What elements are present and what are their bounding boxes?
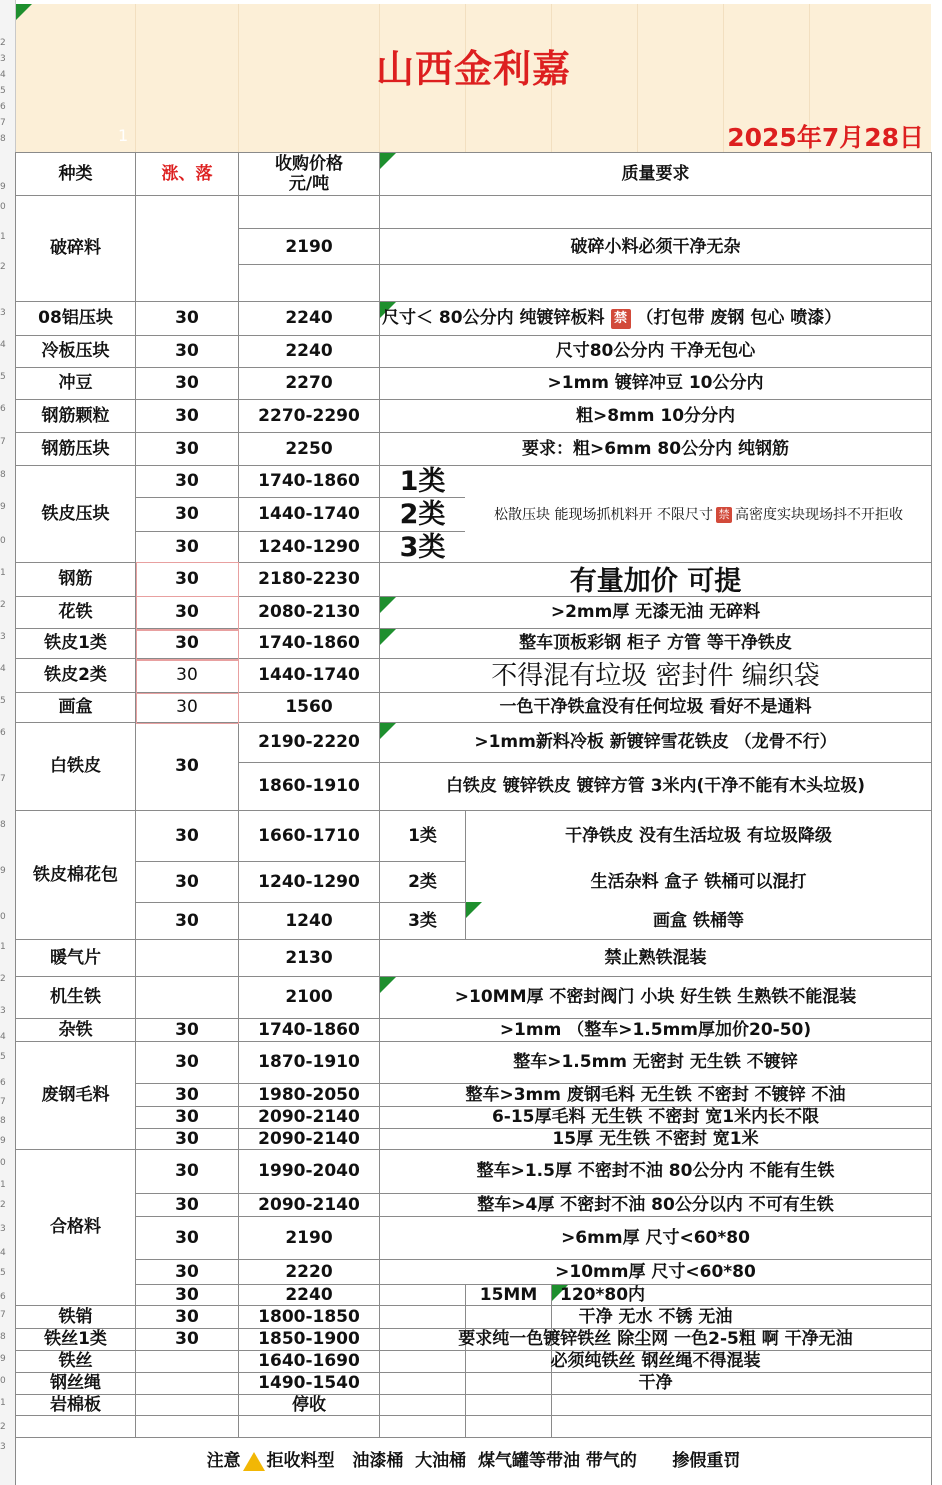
row-requirement: 尺寸80公分内 干净无包心 xyxy=(555,341,756,361)
row-change: 30 xyxy=(175,1261,199,1282)
row-number: 9 xyxy=(0,1354,6,1364)
row-number: 3 xyxy=(0,54,6,64)
row-change: 30 xyxy=(175,569,199,589)
row-price: 1860-1910 xyxy=(258,776,360,796)
row-requirement: 不得混有垃圾 密封件 编织袋 xyxy=(491,660,820,691)
row-number: 8 xyxy=(0,1116,6,1126)
row-change: 30 xyxy=(175,373,199,393)
row-kind: 合格料 xyxy=(50,1217,101,1237)
row-number: 4 xyxy=(0,340,6,350)
col-header-change: 涨、落 xyxy=(161,163,213,184)
row-change: 30 xyxy=(175,825,199,846)
row-change: 30 xyxy=(175,1161,199,1181)
row-number: 5 xyxy=(0,372,6,382)
warning-icon xyxy=(243,1452,265,1471)
row-price: 2220 xyxy=(285,1261,333,1282)
row-number: 3 xyxy=(0,1224,6,1234)
row-number: 1 xyxy=(0,232,6,242)
row-number: 3 xyxy=(0,308,6,318)
row-requirement: >10MM厚 不密封阀门 小块 好生铁 生熟铁不能混装 xyxy=(454,987,857,1007)
row-price: 2240 xyxy=(285,341,333,361)
row-number: 8 xyxy=(0,1332,6,1342)
col-header-price-line1: 收购价格 xyxy=(275,154,343,174)
row-change: 30 xyxy=(175,1107,199,1127)
row-price: 2270 xyxy=(285,373,333,393)
grid-line xyxy=(16,195,931,196)
row-number: 6 xyxy=(0,728,6,738)
row-number: 2 xyxy=(0,1422,6,1432)
row-number: 2 xyxy=(0,600,6,610)
row-price: 1980-2050 xyxy=(258,1084,360,1105)
row-price: 1640-1690 xyxy=(258,1351,360,1371)
row-change: 30 xyxy=(175,633,199,653)
row-requirement: 120*80内 xyxy=(560,1284,646,1305)
row-requirement: 6-15厚毛料 无生铁 不密封 宽1米内长不限 xyxy=(491,1107,820,1127)
row-requirement: 破碎小料必须干净无杂 xyxy=(570,236,741,257)
footer-label: 注意 xyxy=(206,1450,241,1471)
row-kind: 铁丝 xyxy=(58,1351,93,1371)
row-change: 30 xyxy=(175,1329,199,1349)
row-price: 2080-2130 xyxy=(258,602,360,622)
row-price: 1740-1860 xyxy=(258,1019,360,1040)
row-class: 1类 xyxy=(399,466,446,497)
row-number: 0 xyxy=(0,202,6,212)
row-number: 1 xyxy=(0,942,6,952)
row-price: 2190-2220 xyxy=(258,732,360,752)
row-kind: 铁皮1类 xyxy=(44,633,107,653)
row-number: 4 xyxy=(0,70,6,80)
row-class: 3类 xyxy=(408,910,437,931)
row-kind: 钢筋颗粒 xyxy=(41,405,110,426)
col-header-price-line2: 元/吨 xyxy=(288,174,330,194)
row-change: 30 xyxy=(175,471,199,491)
row-number: 2 xyxy=(0,38,6,48)
row-number: 3 xyxy=(0,1006,6,1016)
row-kind: 花铁 xyxy=(58,602,93,622)
row-kind: 冷板压块 xyxy=(41,341,110,361)
row-requirement: 要求纯一色镀锌铁丝 除尘网 一色2-5粗 啊 干净无油 xyxy=(458,1329,853,1349)
row-number: 2 xyxy=(0,974,6,984)
row-price: 1740-1860 xyxy=(258,471,360,491)
row-price: 1850-1900 xyxy=(258,1329,360,1349)
row-number: 4 xyxy=(0,1248,6,1258)
row-requirement: 一色干净铁盒没有任何垃圾 看好不是通料 xyxy=(499,697,812,717)
row-requirement: 粗>8mm 10分分内 xyxy=(575,405,736,426)
row-price: 1560 xyxy=(285,697,333,717)
row-number: 1 xyxy=(0,568,6,578)
row-number: 7 xyxy=(0,118,6,128)
row-number: 9 xyxy=(0,1136,6,1146)
row-change: 30 xyxy=(175,1284,199,1305)
row-change: 30 xyxy=(176,697,198,717)
row-price: 2240 xyxy=(285,308,333,328)
row-requirement: 15MM xyxy=(479,1284,538,1305)
row-kind: 铁丝1类 xyxy=(44,1329,107,1349)
row-price: 2270-2290 xyxy=(258,405,360,426)
row-change: 30 xyxy=(175,602,199,622)
row-kind: 破碎料 xyxy=(50,238,101,258)
row-number: 2 xyxy=(0,1200,6,1210)
requirement-text: 尺寸＜ 80公分内 纯镀锌板料 xyxy=(382,308,605,328)
row-change: 30 xyxy=(175,756,199,776)
row-price: 1870-1910 xyxy=(258,1052,360,1072)
row-number: 3 xyxy=(0,1442,6,1452)
row-change: 30 xyxy=(175,341,199,361)
row-kind: 暖气片 xyxy=(50,947,101,968)
row-requirement: >1mm 镀锌冲豆 10公分内 xyxy=(547,373,764,393)
header-mark: 1 xyxy=(118,126,129,145)
row-class: 2类 xyxy=(408,871,437,892)
row-price: 2130 xyxy=(285,947,333,968)
row-number: 3 xyxy=(0,632,6,642)
row-requirement: 整车>1.5mm 无密封 无生铁 不镀锌 xyxy=(513,1052,798,1072)
footer-text: 拒收料型 油漆桶 大油桶 煤气罐等带油 带气的 掺假重罚 xyxy=(266,1450,741,1471)
col-header-quality: 质量要求 xyxy=(621,163,690,184)
row-price: 停收 xyxy=(292,1394,326,1415)
row-number: 6 xyxy=(0,404,6,414)
row-change: 30 xyxy=(175,910,199,931)
row-class: 2类 xyxy=(399,499,446,530)
row-number: 2 xyxy=(0,262,6,272)
price-date: 2025年7月28日 xyxy=(727,123,924,152)
row-price: 1740-1860 xyxy=(258,633,360,653)
row-number: 8 xyxy=(0,820,6,830)
row-price: 2100 xyxy=(285,987,333,1007)
row-kind: 画盒 xyxy=(58,697,93,717)
row-price: 1440-1740 xyxy=(258,504,360,524)
requirement-text: 高密度实块现场抖不开拒收 xyxy=(734,506,903,523)
row-number: 9 xyxy=(0,502,6,512)
row-price: 2250 xyxy=(285,438,333,459)
row-requirement: 干净 无水 不锈 无油 xyxy=(578,1306,733,1327)
row-change: 30 xyxy=(175,1052,199,1072)
row-change: 30 xyxy=(175,1084,199,1105)
row-kind: 废钢毛料 xyxy=(41,1085,110,1105)
row-number: 1 xyxy=(0,1398,6,1408)
row-number: 0 xyxy=(0,1376,6,1386)
row-number: 0 xyxy=(0,536,6,546)
row-change: 30 xyxy=(175,438,199,459)
row-change: 30 xyxy=(175,1194,199,1215)
row-price: 2090-2140 xyxy=(258,1107,360,1127)
row-requirement: 必须纯铁丝 钢丝绳不得混装 xyxy=(550,1351,761,1371)
row-requirement: 干净 xyxy=(638,1373,673,1393)
row-kind: 铁销 xyxy=(58,1306,93,1327)
row-change: 30 xyxy=(175,1227,199,1248)
row-number: 9 xyxy=(0,866,6,876)
row-requirement: 白铁皮 镀锌铁皮 镀锌方管 3米内(干净不能有木头垃圾) xyxy=(445,776,866,796)
row-requirement: >10mm厚 尺寸<60*80 xyxy=(555,1261,756,1282)
row-number: 0 xyxy=(0,1158,6,1168)
row-number: 7 xyxy=(0,437,6,447)
row-requirement: >2mm厚 无漆无油 无碎料 xyxy=(550,602,761,622)
row-requirement xyxy=(382,302,931,335)
row-kind: 岩棉板 xyxy=(50,1394,101,1415)
ban-icon: 禁 xyxy=(716,507,732,523)
row-requirement: 禁止熟铁混装 xyxy=(604,947,707,968)
row-requirement: 生活杂料 盒子 铁桶可以混打 xyxy=(590,871,807,892)
row-price: 1490-1540 xyxy=(258,1373,360,1393)
row-number: 7 xyxy=(0,1310,6,1320)
row-price: 2180-2230 xyxy=(258,569,360,589)
row-requirement: >1mm （整车>1.5mm厚加价20-50) xyxy=(499,1019,812,1040)
row-price: 2090-2140 xyxy=(258,1128,360,1149)
cell-comment-marker xyxy=(16,4,32,20)
row-number: 6 xyxy=(0,102,6,112)
row-price: 2090-2140 xyxy=(258,1194,360,1215)
row-requirement: 有量加价 可提 xyxy=(569,565,742,597)
row-number: 8 xyxy=(0,470,6,480)
row-number: 1 xyxy=(0,1180,6,1190)
row-change: 30 xyxy=(175,504,199,524)
row-kind: 杂铁 xyxy=(58,1019,93,1040)
grid-line xyxy=(931,152,932,1485)
row-change: 30 xyxy=(175,405,199,426)
row-change: 30 xyxy=(175,871,199,892)
row-kind: 白铁皮 xyxy=(50,756,101,776)
row-price: 2190 xyxy=(285,236,333,257)
row-price: 1240-1290 xyxy=(258,536,360,557)
row-change: 30 xyxy=(176,665,198,685)
row-number: 4 xyxy=(0,1032,6,1042)
row-class: 3类 xyxy=(399,531,446,563)
row-requirement: 干净铁皮 没有生活垃圾 有垃圾降级 xyxy=(565,825,832,846)
row-kind: 机生铁 xyxy=(50,987,101,1007)
grid-line xyxy=(16,1415,931,1416)
row-kind: 铁皮棉花包 xyxy=(33,864,118,885)
row-class: 1类 xyxy=(408,825,437,846)
row-number: 6 xyxy=(0,1292,6,1302)
row-requirement: 15厚 无生铁 不密封 宽1米 xyxy=(552,1128,759,1149)
row-number: 7 xyxy=(0,1097,6,1107)
row-requirement: 整车>3mm 废钢毛料 无生铁 不密封 不镀锌 不油 xyxy=(465,1084,846,1105)
ban-icon: 禁 xyxy=(611,309,631,329)
row-change: 30 xyxy=(175,1306,199,1327)
row-change: 30 xyxy=(175,536,199,557)
row-requirement: 整车>4厚 不密封不油 80公分以内 不可有生铁 xyxy=(477,1194,834,1215)
row-kind: 钢筋 xyxy=(58,569,93,589)
requirement-text: 松散压块 能现场抓机料开 不限尺寸 xyxy=(494,506,713,523)
row-kind: 08铝压块 xyxy=(38,308,113,328)
row-kind: 铁皮2类 xyxy=(44,665,107,685)
row-price: 1660-1710 xyxy=(258,825,360,846)
row-price: 2190 xyxy=(285,1227,333,1248)
row-change: 30 xyxy=(175,1019,199,1040)
row-kind: 钢丝绳 xyxy=(50,1373,101,1393)
requirement-text: （打包带 废钢 包心 喷漆） xyxy=(636,308,842,328)
col-header-kind: 种类 xyxy=(58,163,93,184)
row-number: 5 xyxy=(0,1052,6,1062)
row-price: 1240-1290 xyxy=(258,871,360,892)
row-header xyxy=(0,0,16,1485)
row-change: 30 xyxy=(175,308,199,328)
row-price: 1240 xyxy=(285,910,333,931)
row-requirement: 画盒 铁桶等 xyxy=(653,910,744,931)
company-title: 山西金利嘉 xyxy=(375,47,571,91)
row-price: 1800-1850 xyxy=(258,1306,360,1327)
row-number: 8 xyxy=(0,134,6,144)
row-number: 7 xyxy=(0,774,6,784)
row-requirement: 整车顶板彩钢 柜子 方管 等干净铁皮 xyxy=(519,633,792,653)
row-number: 0 xyxy=(0,912,6,922)
row-price: 1440-1740 xyxy=(258,665,360,685)
row-requirement: >6mm厚 尺寸<60*80 xyxy=(561,1227,750,1248)
row-kind: 冲豆 xyxy=(58,373,93,393)
col-header-price xyxy=(239,153,379,195)
row-price: 2240 xyxy=(285,1284,333,1305)
footer-notice xyxy=(16,1438,931,1484)
row-requirement xyxy=(466,498,931,531)
row-number: 5 xyxy=(0,696,6,706)
grid-line xyxy=(16,1394,931,1395)
row-change: 30 xyxy=(175,1128,199,1149)
row-number: 5 xyxy=(0,86,6,96)
row-requirement: 整车>1.5厚 不密封不油 80公分内 不能有生铁 xyxy=(476,1161,835,1181)
row-number: 4 xyxy=(0,664,6,674)
row-price: 1990-2040 xyxy=(258,1161,360,1181)
row-number: 6 xyxy=(0,1078,6,1088)
row-kind: 钢筋压块 xyxy=(41,438,110,459)
row-number: 5 xyxy=(0,1268,6,1278)
row-number: 9 xyxy=(0,182,6,192)
row-kind: 铁皮压块 xyxy=(41,503,110,524)
row-requirement: 要求：粗>6mm 80公分内 纯钢筋 xyxy=(522,438,789,459)
row-requirement: >1mm新料冷板 新镀锌雪花铁皮 （龙骨不行） xyxy=(474,732,837,752)
